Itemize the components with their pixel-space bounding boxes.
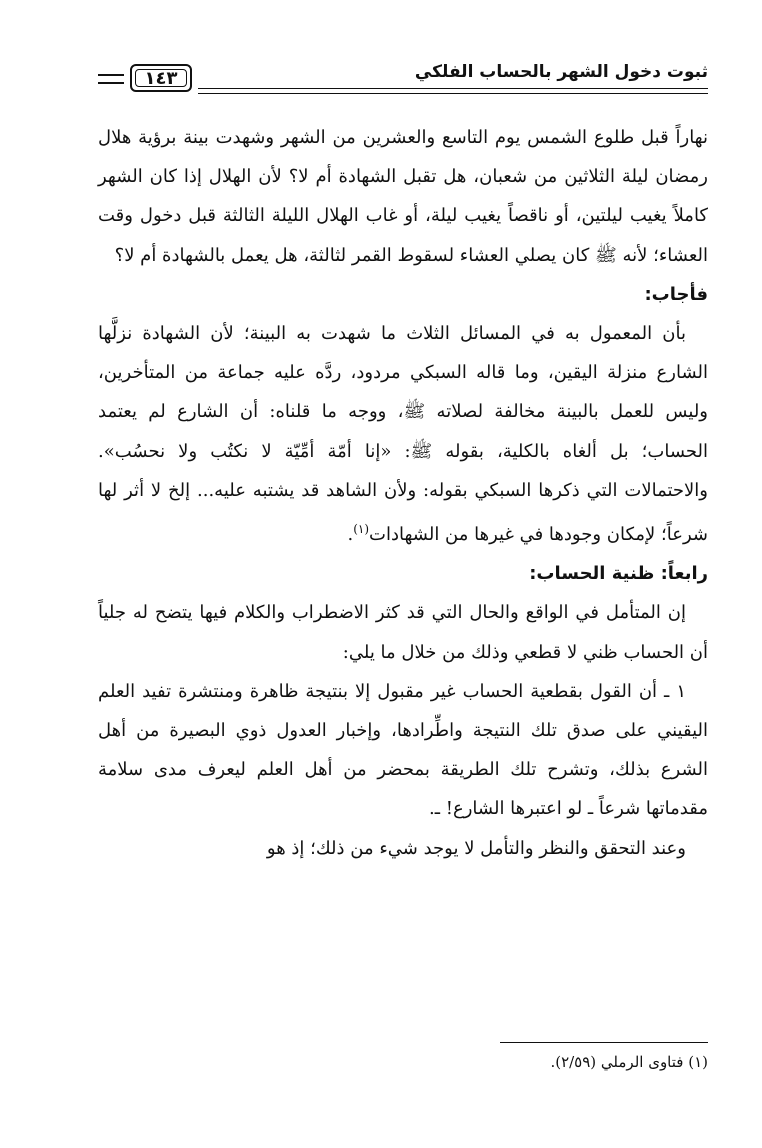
- footnote: (١) فتاوى الرملي (٢/٥٩).: [550, 1053, 708, 1071]
- paragraph-point-1: ١ ـ أن القول بقطعية الحساب غير مقبول إلا بنتيجة ظاهرة ومنتشرة تفيد العلم اليقيني على صدق تلك النتيجة واطِّرادها، وإخبار العدول ذوي البصيرة من أهل الشرع بذلك، وتشرح تلك الطريقة بمحضر من أهل العلم ليعرف مدى سلامة مقدماتها شرعاً ـ لو اعتبرها الشارع! ـ.: [98, 680, 708, 820]
- paragraph-question: نهاراً قبل طلوع الشمس يوم التاسع والعشرين من الشهر وشهدت بينة برؤية هلال رمضان ليلة الثلاثين من شعبان، هل تقبل الشهادة أم لا؟ لأن الهلال إذا كان الشهر كاملاً يغيب ليلتين، أو ناقصاً يغيب ليلة، أو غاب الهلال الليلة الثالثة قبل دخول وقت العشاء؛ لأنه ﷺ كان يصلي العشاء لسقوط القمر لثالثة، هل يعمل بالشهادة أم لا؟: [98, 127, 708, 266]
- heading-fourth: رابعاً: ظنية الحساب:: [529, 563, 708, 585]
- heading-answer: فأجاب:: [644, 283, 708, 305]
- header-rule: [198, 93, 708, 94]
- page-header: [98, 60, 708, 100]
- paragraph-intro: إن المتأمل في الواقع والحال التي قد كثر الاضطراب والكلام فيها يتضح له جلياً أن الحساب ظني لا قطعي وذلك من خلال ما يلي:: [98, 602, 708, 663]
- footnote-ref[interactable]: (١): [353, 522, 370, 537]
- answer-end: .: [347, 524, 354, 546]
- answer-text: بأن المعمول به في المسائل الثلاث ما شهدت به البينة؛ لأن الشهادة نزلَّها الشارع منزلة اليقين، وما قاله السبكي مردود، ردَّه عليه جماعة من المتأخرين، وليس للعمل بالبينة مخالفة لصلاته ﷺ، ووجه ما قلناه: أن الشارع لم يعتمد الحساب؛ بل ألغاه بالكلية، بقوله ﷺ: «إنا أمّة أمِّيّة لا نكتُب ولا نحسُب». والاحتمالات التي ذكرها السبكي بقوله: ولأن الشاهد قد يشتبه عليه... إلخ لا أثر لها شرعاً؛ لإمكان وجودها في غيرها من الشهادات: [98, 323, 708, 546]
- paragraph-continuation: وعند التحقق والنظر والتأمل لا يوجد شيء من ذلك؛ إذ هو: [266, 837, 686, 859]
- main-text: [98, 118, 708, 868]
- header-rule: [198, 88, 708, 89]
- running-title: ثبوت دخول الشهر بالحساب الفلكي: [414, 62, 708, 82]
- header-dash: [98, 82, 124, 84]
- paragraph-answer: [98, 314, 708, 554]
- page-number: ١٤٣: [130, 64, 192, 92]
- header-dash: [98, 74, 124, 76]
- footnote-rule: [500, 1042, 708, 1043]
